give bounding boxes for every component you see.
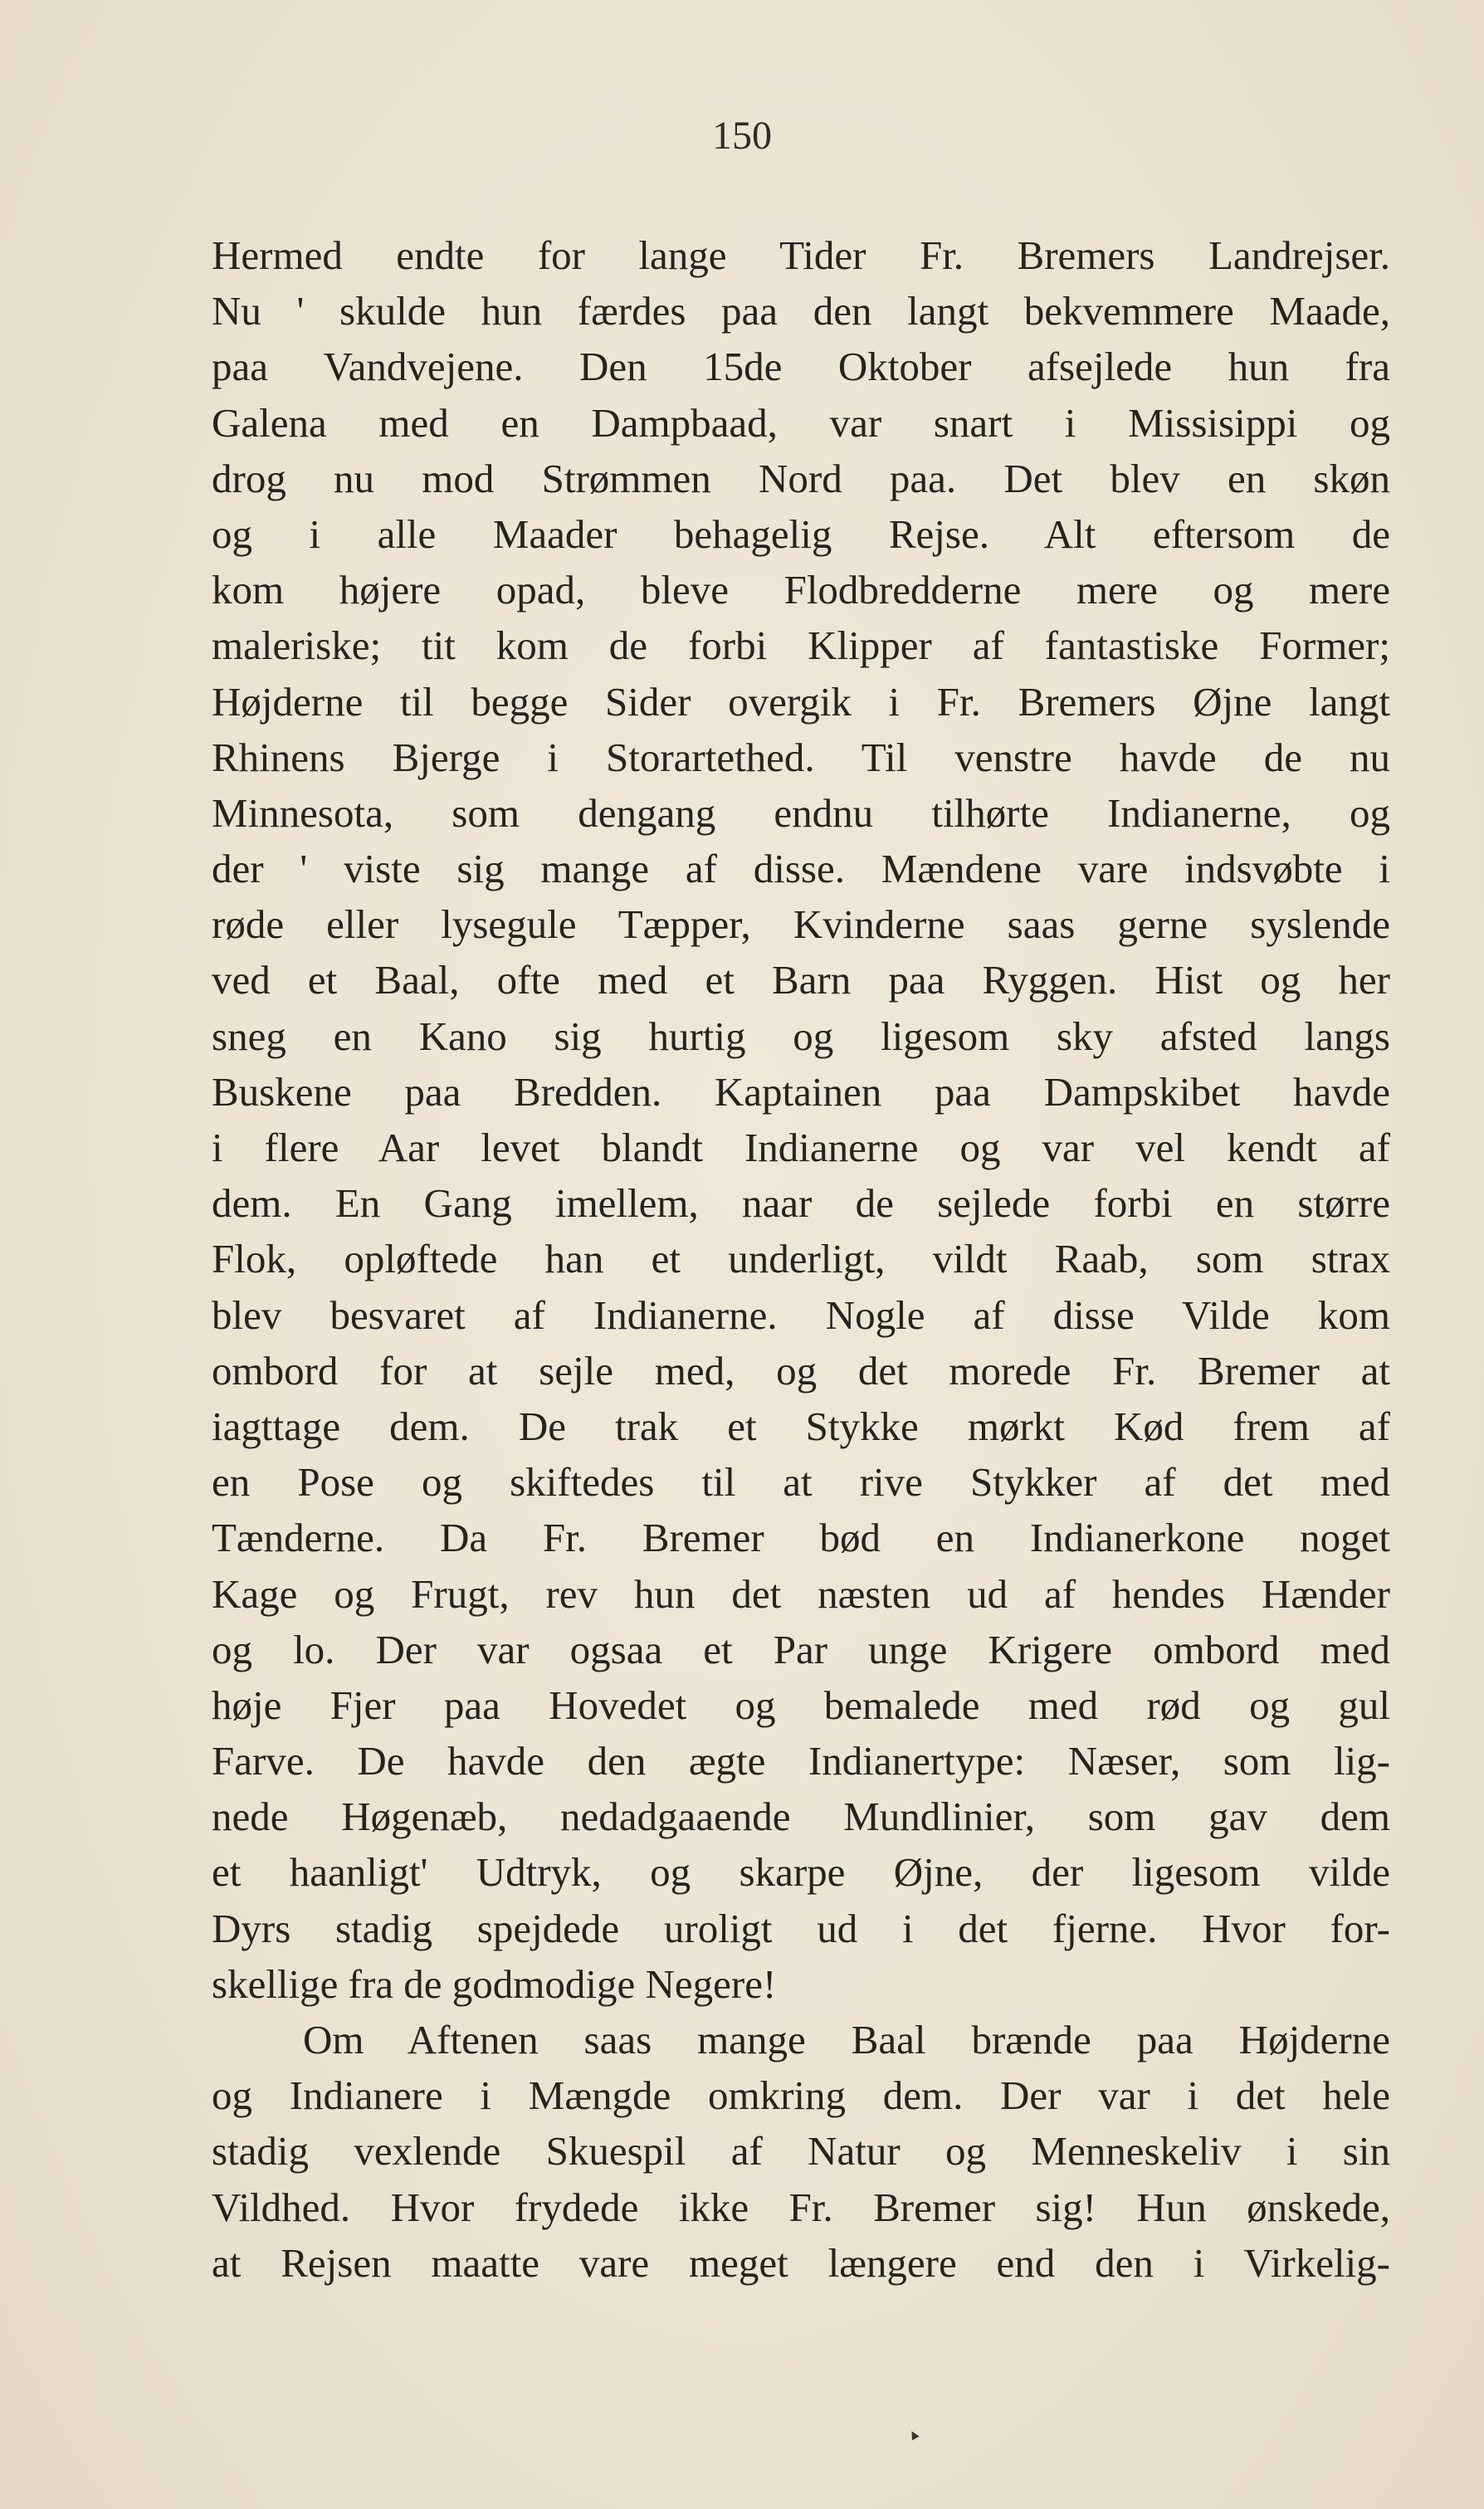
text-line: røde eller lysegule Tæpper, Kvinderne saas gerne syslende [212, 901, 1390, 948]
text-line: og Indianere i Mængde omkring dem. Der var i det hele [212, 2072, 1390, 2119]
text-line: at Rejsen maatte vare meget længere end den i Virkelig- [212, 2239, 1390, 2286]
text-line: Farve. De havde den ægte Indianertype: Næser, som lig- [212, 1738, 1390, 1784]
text-line: Hermed endte for lange Tider Fr. Bremers Landrejser. [212, 232, 1390, 278]
body-text [212, 227, 1390, 2291]
text-line: Dyrs stadig spejdede uroligt ud i det fjerne. Hvor for- [212, 1905, 1390, 1951]
text-line: Minnesota, som dengang endnu tilhørte Indianerne, og [212, 789, 1390, 836]
text-line: og lo. Der var ogsaa et Par unge Krigere ombord med [212, 1626, 1390, 1672]
text-line: Rhinens Bjerge i Storartethed. Til venstre havde de nu [212, 734, 1390, 780]
text-line: i flere Aar levet blandt Indianerne og var vel kendt af [212, 1125, 1390, 1170]
page-number: 150 [712, 114, 772, 158]
text-line: paa Vandvejene. Den 15de Oktober afsejlede hun fra [212, 344, 1390, 390]
paragraph-start-line: Om Aftenen saas mange Baal brænde paa Højderne [303, 2017, 1390, 2062]
text-line: Højderne til begge Sider overgik i Fr. Bremers Øjne langt [212, 678, 1390, 725]
text-line: iagttage dem. De trak et Stykke mørkt Kød frem af [212, 1403, 1390, 1449]
text-line: Galena med en Dampbaad, var snart i Missisippi og [212, 399, 1390, 446]
ink-speck-icon: ▴ [904, 2423, 922, 2444]
text-line: stadig vexlende Skuespil af Natur og Menneskeliv i sin [212, 2128, 1390, 2175]
text-line: og i alle Maader behagelig Rejse. Alt eftersom de [212, 510, 1390, 557]
text-line: ved et Baal, ofte med et Barn paa Ryggen. Hist og her [212, 957, 1390, 1003]
text-line: Tænderne. Da Fr. Bremer bød en Indianerkone noget [212, 1515, 1390, 1561]
text-line: dem. En Gang imellem, naar de sejlede forbi en større [212, 1180, 1390, 1227]
text-line: Vildhed. Hvor frydede ikke Fr. Bremer sig! Hun ønskede, [212, 2184, 1390, 2230]
text-line: et haanligt' Udtryk, og skarpe Øjne, der ligesom vilde [212, 1849, 1390, 1896]
text-line: der ' viste sig mange af disse. Mændene vare indsvøbte i [212, 846, 1390, 892]
text-line: ombord for at sejle med, og det morede Fr. Bremer at [212, 1347, 1390, 1394]
text-line: kom højere opad, bleve Flodbredderne mere og mere [212, 567, 1390, 613]
text-line: nede Høgenæb, nedadgaaende Mundlinier, som gav dem [212, 1794, 1390, 1840]
text-line: høje Fjer paa Hovedet og bemalede med rød og gul [212, 1682, 1390, 1728]
text-line: en Pose og skiftedes til at rive Stykker af det med [212, 1459, 1390, 1506]
text-line: Flok, opløftede han et underligt, vildt Raab, som strax [212, 1236, 1390, 1282]
text-line: Kage og Frugt, rev hun det næsten ud af hendes Hænder [212, 1570, 1390, 1617]
text-line: drog nu mod Strømmen Nord paa. Det blev en skøn [212, 455, 1390, 501]
text-line: maleriske; tit kom de forbi Klipper af fantastiske Former; [212, 622, 1390, 669]
text-line: Buskene paa Bredden. Kaptainen paa Dampskibet havde [212, 1068, 1390, 1115]
text-line: sneg en Kano sig hurtig og ligesom sky afsted langs [212, 1013, 1390, 1059]
paragraph-end-line: skellige fra de godmodige Negere! [212, 1960, 777, 2007]
text-line: Nu ' skulde hun færdes paa den langt bekvemmere Maade, [212, 288, 1390, 334]
text-line: blev besvaret af Indianerne. Nogle af disse Vilde kom [212, 1291, 1390, 1338]
